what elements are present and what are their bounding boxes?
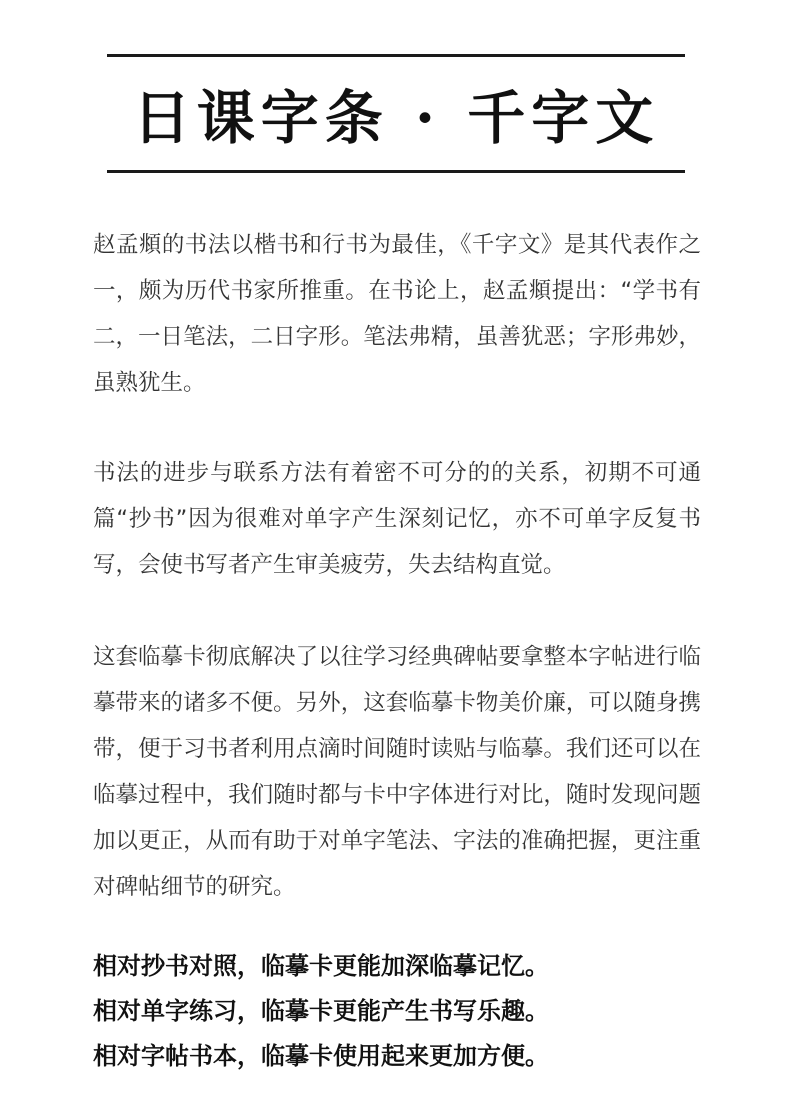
summary-list <box>93 944 701 1079</box>
bottom-divider <box>107 170 685 173</box>
summary-item: 相对单字练习，临摹卡更能产生书写乐趣。 <box>93 997 549 1025</box>
summary-item: 相对抄书对照，临摹卡更能加深临摹记忆。 <box>93 952 549 980</box>
page-title: 日课字条 · 千字文 <box>132 84 660 152</box>
top-divider <box>107 54 685 57</box>
method-paragraph: 书法的进步与联系方法有着密不可分的的关系，初期不可通篇“抄书”因为很难对单字产生深刻记忆，亦不可单字反复书写，会使书写者产生审美疲劳，失去结构直觉。 <box>93 460 701 578</box>
product-paragraph: 这套临摹卡彻底解决了以往学习经典碑帖要拿整本字帖进行临摹带来的诸多不便。另外，这套临摹卡物美价廉，可以随身携带，便于习书者利用点滴时间随时读贴与临摹。我们还可以在临摹过程中，我们随时都与卡中字体进行对比，随时发现问题加以更正，从而有助于对单字笔法、字法的准确把握，更注重对碑帖细节的研究。 <box>93 644 701 900</box>
intro-paragraph: 赵孟頫的书法以楷书和行书为最佳，《千字文》是其代表作之一，颇为历代书家所推重。在书论上，赵孟頫提出：“学书有二，一日笔法，二日字形。笔法弗精，虽善犹恶；字形弗妙，虽熟犹生。 <box>93 232 701 396</box>
summary-item: 相对字帖书本，临摹卡使用起来更加方便。 <box>93 1042 549 1070</box>
